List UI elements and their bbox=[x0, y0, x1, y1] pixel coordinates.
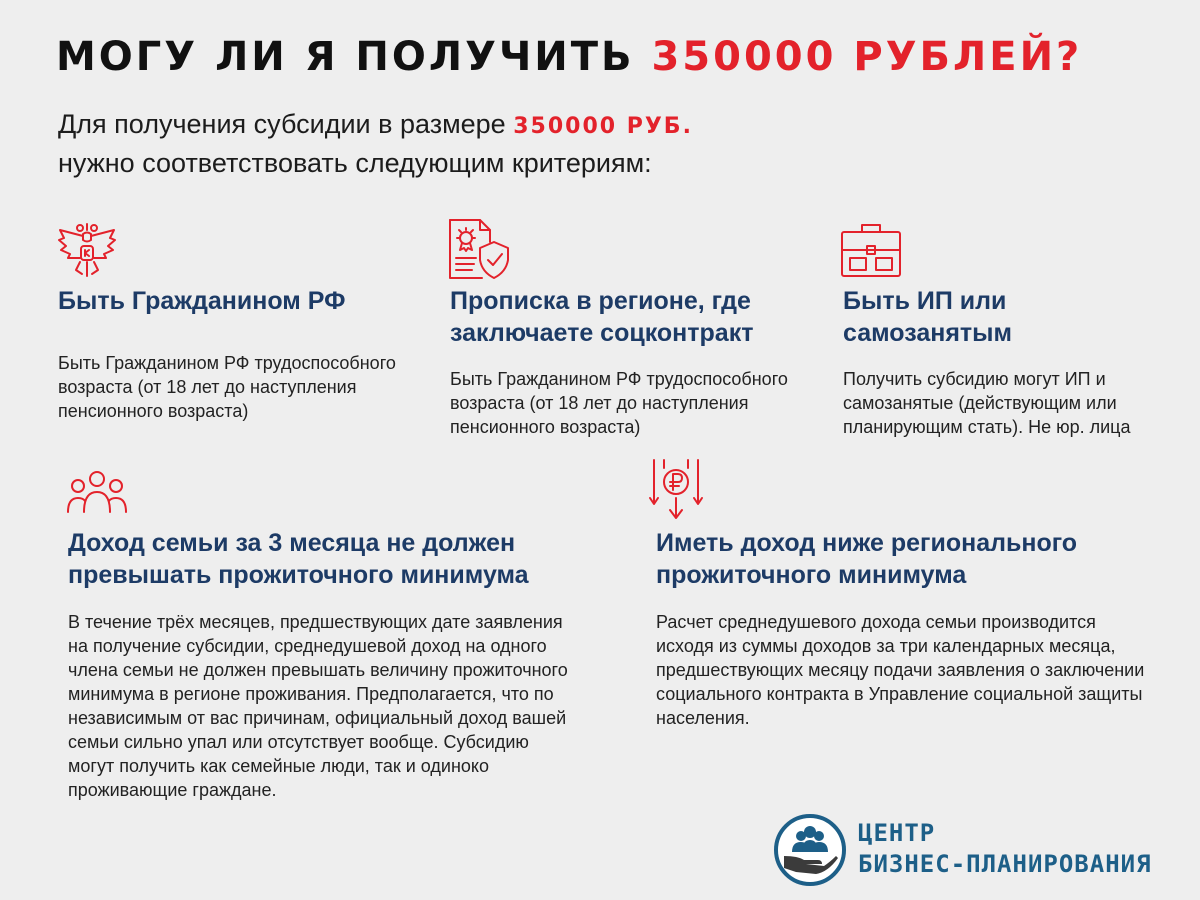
certificate-shield-icon bbox=[446, 218, 510, 280]
criterion-text-registration: Быть Гражданином РФ трудоспособного возраста (от 18 лет до наступления пенсионного возраста) bbox=[450, 369, 788, 437]
eagle-emblem-icon bbox=[56, 222, 118, 280]
criterion-heading-registration: Прописка в регионе, где заключаете соцконтракт bbox=[450, 287, 754, 347]
criterion-text-income-below-minimum: Расчет среднедушевого дохода семьи производится исходя из суммы доходов за три календарных месяца, предшествующих месяцу подачи заявления о заключении социального контракта в Управление социальной защиты населения. bbox=[656, 612, 1145, 728]
family-group-icon bbox=[66, 470, 128, 514]
page-title bbox=[56, 34, 1082, 80]
ruble-down-arrows-icon bbox=[648, 458, 704, 520]
criterion-heading-family-income: Доход семьи за 3 месяца не должен превышать прожиточного минимума bbox=[68, 529, 529, 589]
criterion-text-self-employed: Получить субсидию могут ИП и самозанятые (действующим или планирующим стать). Не юр. лица bbox=[843, 369, 1131, 437]
logo-emblem-icon bbox=[772, 812, 848, 888]
brand-line2: БИЗНЕС-ПЛАНИРОВАНИЯ bbox=[858, 850, 1152, 878]
title-prefix: МОГУ ЛИ Я ПОЛУЧИТЬ bbox=[56, 34, 635, 80]
intro-line2: нужно соответствовать следующим критериям: bbox=[58, 148, 652, 178]
title-amount: 350000 РУБЛЕЙ? bbox=[651, 34, 1083, 80]
criterion-text-family-income: В течение трёх месяцев, предшествующих дате заявления на получение субсидии, среднедушевой доход на одного члена семьи не должен превышать величину прожиточного минимума в регионе проживания. Предполагается, что по независимым от вас причинам, официальный доход вашей семьи сильно упал или отсутствует вообще. Субсидию могут получить как семейные люди, так и одиноко проживающие граждане. bbox=[68, 612, 568, 800]
criterion-heading-citizenship: Быть Гражданином РФ bbox=[58, 287, 346, 315]
company-name bbox=[858, 818, 1152, 880]
intro-text bbox=[58, 106, 693, 181]
intro-amount: 350000 РУБ. bbox=[513, 114, 693, 139]
criterion-heading-income-below-minimum: Иметь доход ниже регионального прожиточного минимума bbox=[656, 529, 1078, 589]
briefcase-icon bbox=[840, 222, 902, 278]
brand-line1: ЦЕНТР bbox=[858, 819, 936, 847]
company-logo bbox=[772, 812, 848, 893]
criterion-heading-self-employed: Быть ИП или самозанятым bbox=[843, 287, 1012, 347]
intro-line1: Для получения субсидии в размере bbox=[58, 109, 506, 139]
criterion-text-citizenship: Быть Гражданином РФ трудоспособного возраста (от 18 лет до наступления пенсионного возраста) bbox=[58, 353, 396, 421]
